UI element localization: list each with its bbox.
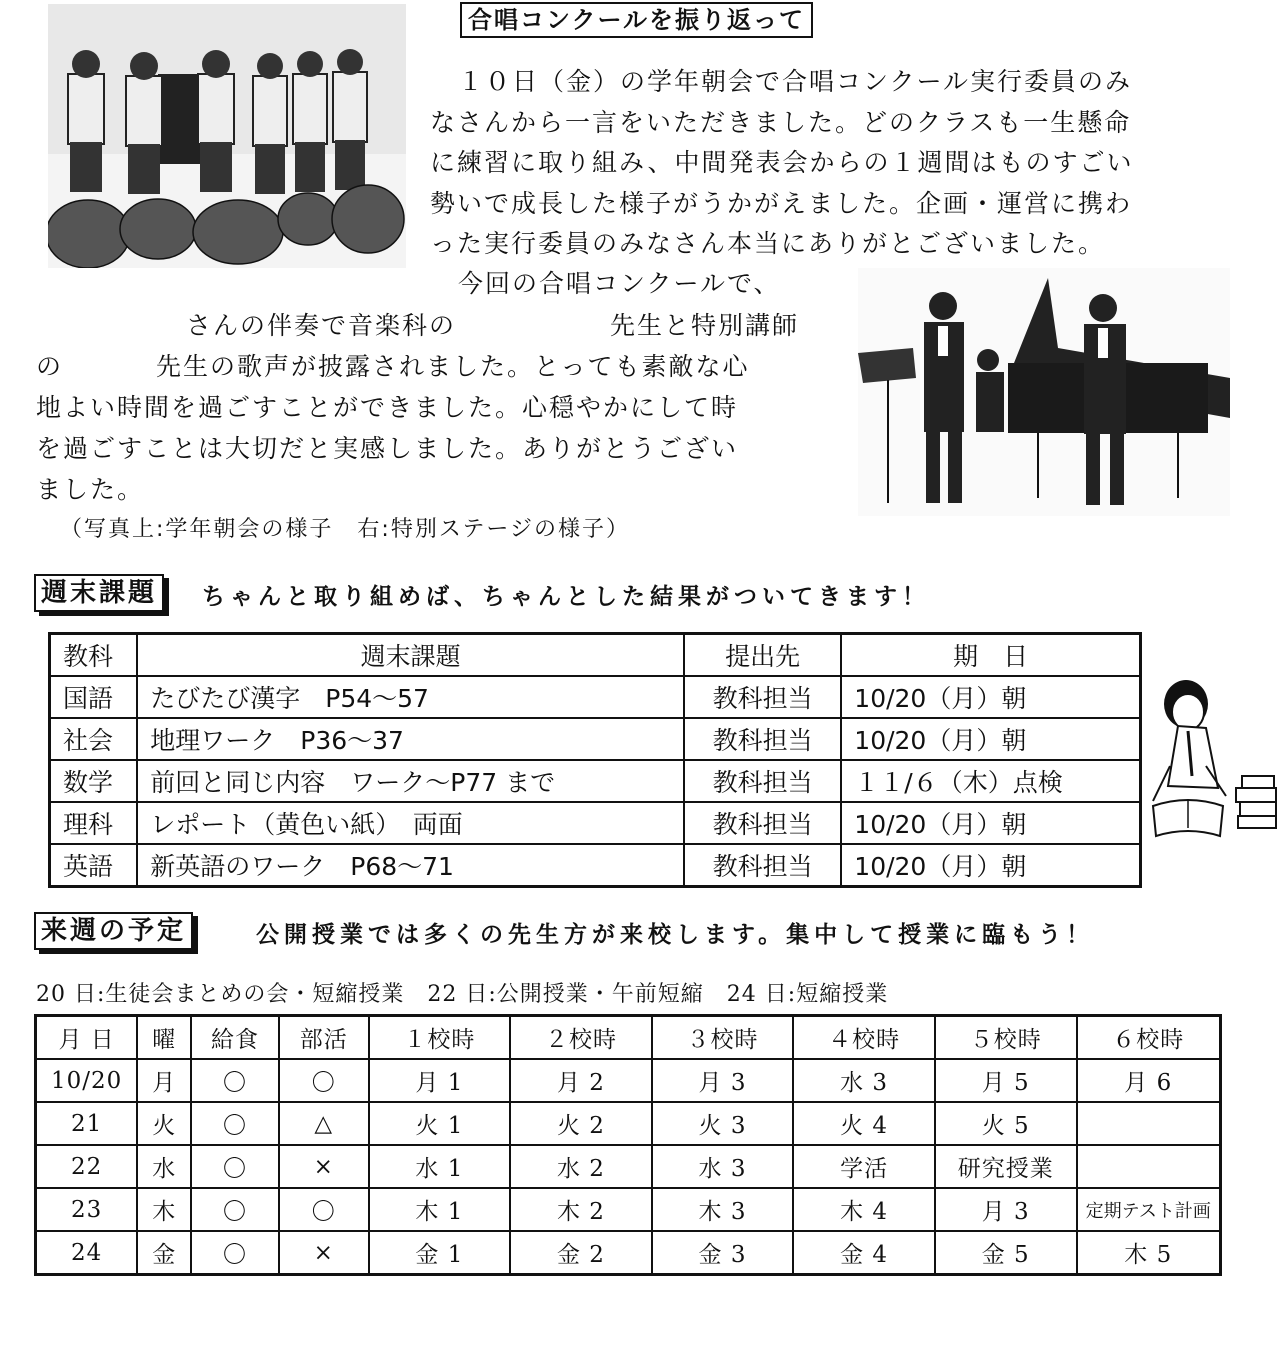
table-cell: レポート（黄色い紙） 両面: [137, 802, 684, 844]
column-header: 給食: [191, 1016, 279, 1060]
table-cell: 金 3: [652, 1231, 794, 1275]
table-cell: 研究授業: [935, 1145, 1077, 1188]
table-cell: 教科担当: [684, 676, 841, 718]
text-line: 地よい時間を過ごすことができました。心穏やかにして時: [36, 393, 739, 422]
table-cell: 火 2: [510, 1102, 652, 1145]
table-cell: 教科担当: [684, 802, 841, 844]
table-cell: 月 3: [935, 1188, 1077, 1231]
table-row: [36, 1102, 1221, 1145]
table-row: [50, 802, 1141, 844]
table-cell: △: [279, 1102, 369, 1145]
table-cell: 火 1: [369, 1102, 511, 1145]
table-cell: 〇: [191, 1231, 279, 1275]
table-cell: 定期テスト計画: [1077, 1188, 1221, 1231]
assembly-photo: [48, 4, 406, 268]
column-header: ５校時: [935, 1016, 1077, 1060]
table-row: [36, 1188, 1221, 1231]
text-line: さんの伴奏で音楽科の: [186, 311, 457, 340]
table-cell: 新英語のワーク P68～71: [137, 844, 684, 887]
article-title: 合唱コンクールを振り返って: [460, 2, 813, 38]
table-cell: 24: [36, 1231, 138, 1275]
table-cell: 月 3: [652, 1059, 794, 1102]
table-cell: 〇: [191, 1145, 279, 1188]
text-line: 勢いで成長した様子がうかがえました。企画・運営に携わ: [430, 188, 1133, 218]
table-cell: 木 1: [369, 1188, 511, 1231]
table-row: [50, 760, 1141, 802]
table-cell: ×: [279, 1231, 369, 1275]
table-cell: 学活: [793, 1145, 935, 1188]
table-cell: 10/20: [36, 1059, 138, 1102]
table-row: [36, 1059, 1221, 1102]
table-cell: 火 4: [793, 1102, 935, 1145]
table-cell: 木 4: [793, 1188, 935, 1231]
table-header-row: [36, 1016, 1221, 1060]
table-cell: 教科担当: [684, 844, 841, 887]
column-header: 曜: [137, 1016, 191, 1060]
table-cell: 前回と同じ内容 ワーク～P77 まで: [137, 760, 684, 802]
column-header: １校時: [369, 1016, 511, 1060]
table-cell: 10/20（月）朝: [841, 844, 1140, 887]
text-line: に練習に取り組み、中間発表会からの１週間はものすごい: [430, 148, 1134, 177]
text-line: １０日（金）の学年朝会で合唱コンクール実行委員のみ: [458, 67, 1133, 96]
table-cell: 木: [137, 1188, 191, 1231]
column-header: ２校時: [510, 1016, 652, 1060]
table-cell: 金 1: [369, 1231, 511, 1275]
table-cell: 木 2: [510, 1188, 652, 1231]
table-cell: 地理ワーク P36～37: [137, 718, 684, 760]
table-cell: 月 2: [510, 1059, 652, 1102]
special-stage-photo: [858, 268, 1230, 516]
table-cell: 月: [137, 1059, 191, 1102]
column-header: 部活: [279, 1016, 369, 1060]
table-cell: 金: [137, 1231, 191, 1275]
table-cell: 月 1: [369, 1059, 511, 1102]
table-cell: 水 3: [652, 1145, 794, 1188]
table-cell: 〇: [279, 1059, 369, 1102]
table-cell: 教科担当: [684, 718, 841, 760]
table-cell: 火 3: [652, 1102, 794, 1145]
table-row: [50, 844, 1141, 887]
student-reading-illustration: [1148, 676, 1280, 846]
column-header: ４校時: [793, 1016, 935, 1060]
table-cell: 〇: [191, 1102, 279, 1145]
table-cell: 火: [137, 1102, 191, 1145]
homework-table: [48, 632, 1142, 888]
table-cell: 英語: [50, 844, 138, 887]
table-cell: 〇: [191, 1059, 279, 1102]
table-row: [50, 676, 1141, 718]
table-cell: 理科: [50, 802, 138, 844]
table-cell: 水: [137, 1145, 191, 1188]
table-cell: 教科担当: [684, 760, 841, 802]
table-row: [50, 718, 1141, 760]
table-cell: ×: [279, 1145, 369, 1188]
table-cell: 10/20（月）朝: [841, 802, 1140, 844]
text-line: 先生と特別講師: [610, 311, 800, 340]
text-line: 今回の合唱コンクールで、: [458, 269, 781, 298]
schedule-tagline: 公開授業では多くの先生方が来校します。集中して授業に臨もう！: [256, 922, 1095, 948]
column-header: 期 日: [841, 634, 1140, 677]
table-cell: 月 5: [935, 1059, 1077, 1102]
table-cell: 社会: [50, 718, 138, 760]
schedule-notes: 20 日:生徒会まとめの会・短縮授業 22 日:公開授業・午前短縮 24 日:短縮授業: [36, 982, 889, 1007]
article-paragraph-1: [430, 62, 1134, 265]
column-header: ３校時: [652, 1016, 794, 1060]
table-cell: 月 6: [1077, 1059, 1221, 1102]
column-header: 週末課題: [137, 634, 684, 677]
table-cell: 10/20（月）朝: [841, 718, 1140, 760]
table-row: [36, 1145, 1221, 1188]
table-cell: 10/20（月）朝: [841, 676, 1140, 718]
table-cell: 火 5: [935, 1102, 1077, 1145]
text-line: の: [36, 352, 64, 381]
table-cell: 水 2: [510, 1145, 652, 1188]
text-line: 先生の歌声が披露されました。とっても素敵な心: [156, 352, 750, 381]
table-cell: 水 1: [369, 1145, 511, 1188]
table-cell: 〇: [191, 1188, 279, 1231]
text-line: なさんから一言をいただきました。どのクラスも一生懸命: [430, 107, 1132, 137]
table-cell: [1077, 1102, 1221, 1145]
table-cell: 〇: [279, 1188, 369, 1231]
text-line: を過ごすことは大切だと実感しました。ありがとうござい: [36, 434, 739, 463]
table-cell: 木 5: [1077, 1231, 1221, 1275]
table-cell: 数学: [50, 760, 138, 802]
schedule-section-title: 来週の予定: [34, 912, 193, 950]
table-cell: １１/６（木）点検: [841, 760, 1140, 802]
column-header: 月 日: [36, 1016, 138, 1060]
table-row: [36, 1231, 1221, 1275]
table-cell: 水 3: [793, 1059, 935, 1102]
table-cell: 22: [36, 1145, 138, 1188]
homework-section-title: 週末課題: [34, 574, 164, 612]
photo-caption: （写真上:学年朝会の様子 右:特別ステージの様子）: [60, 517, 630, 542]
table-cell: 木 3: [652, 1188, 794, 1231]
column-header: 提出先: [684, 634, 841, 677]
column-header: 教科: [50, 634, 138, 677]
table-cell: 金 4: [793, 1231, 935, 1275]
text-line: ました。: [36, 475, 145, 504]
table-cell: たびたび漢字 P54～57: [137, 676, 684, 718]
table-cell: 21: [36, 1102, 138, 1145]
table-cell: 金 2: [510, 1231, 652, 1275]
table-cell: [1077, 1145, 1221, 1188]
column-header: ６校時: [1077, 1016, 1221, 1060]
table-cell: 23: [36, 1188, 138, 1231]
schedule-table: [34, 1014, 1222, 1276]
text-line: った実行委員のみなさん本当にありがとございました。: [430, 229, 1106, 258]
table-header-row: [50, 634, 1141, 677]
table-cell: 国語: [50, 676, 138, 718]
homework-tagline: ちゃんと取り組めば、ちゃんとした結果がついてきます！: [202, 584, 930, 610]
table-cell: 金 5: [935, 1231, 1077, 1275]
